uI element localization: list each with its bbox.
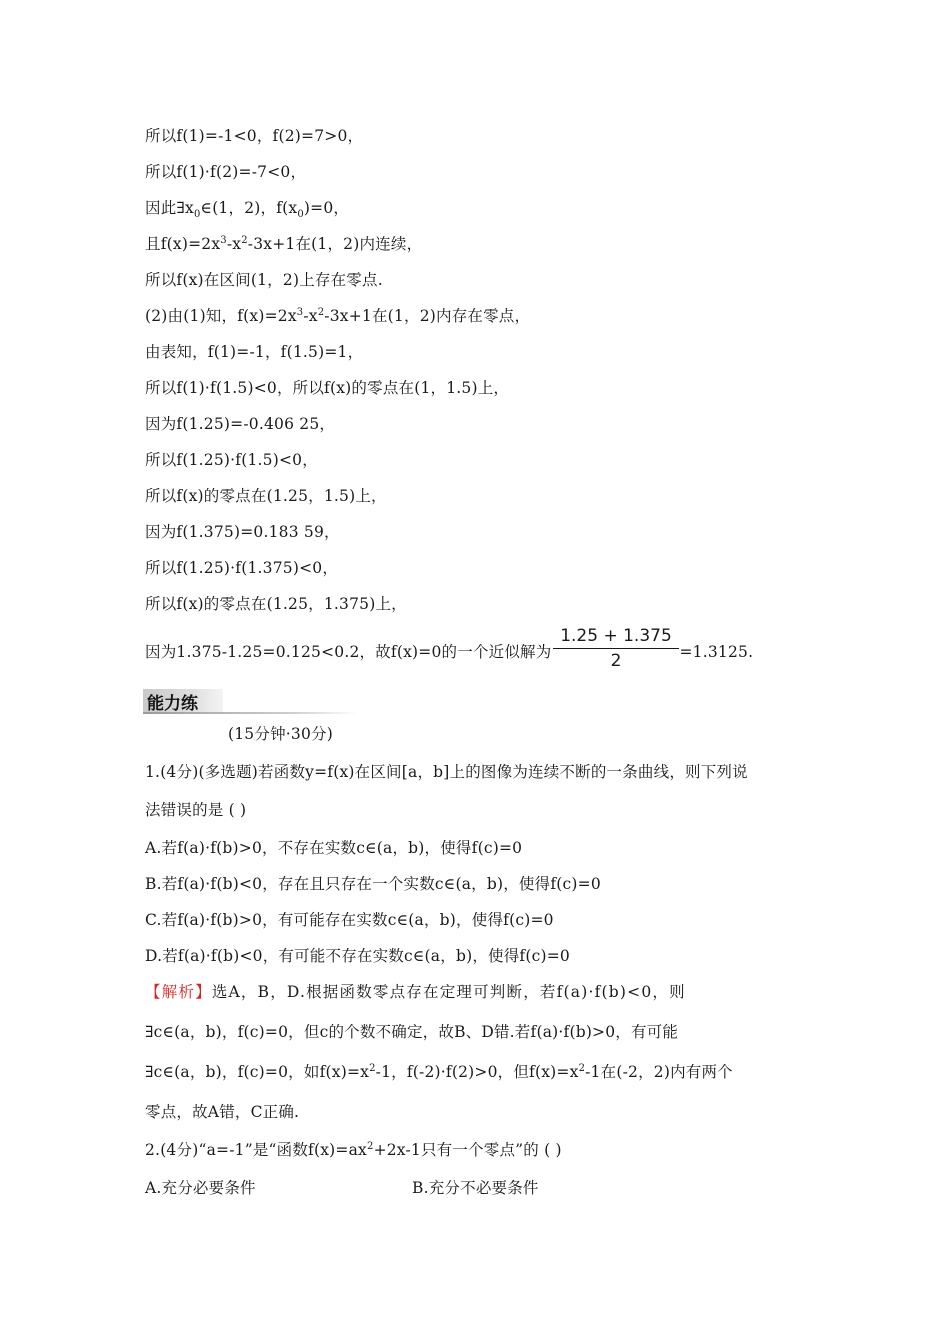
text-line: 由表知，f(1)=-1，f(1.5)=1， [145, 343, 364, 361]
text-line: 所以f(1.25)·f(1.375)<0， [145, 559, 339, 577]
analysis-tag: 【解析】 [145, 983, 212, 1001]
analysis-line: 零点，故A错，C正确. [145, 1103, 300, 1121]
option-a: A.若f(a)·f(b)>0，不存在实数c∈(a，b)，使得f(c)=0 [145, 839, 523, 857]
analysis-line: ∃c∈(a，b)，f(c)=0，如$f(x)=x^2-1$，f(-2)·f(2)>0，但$f(x)=x^2-1$在(-2，2)内有两个 [145, 1062, 733, 1081]
text-line: 且$f(x)=2x^3-x^2-3x+1$在(1，2)内连续， [145, 234, 423, 253]
fraction-numerator: 1.25 + 1.375 [553, 626, 679, 649]
question-1-stem-cont: 法错误的是 ( ) [145, 801, 247, 819]
question-1-stem: 1.(4分)(多选题)若函数y=f(x)在区间[a，b]上的图像为连续不断的一条曲线，则下列说 [145, 763, 748, 781]
option-b: B.充分不必要条件 [412, 1179, 539, 1197]
fraction-denominator: 2 [610, 651, 622, 671]
option-d: D.若f(a)·f(b)<0，有可能不存在实数c∈(a，b)，使得f(c)=0 [145, 947, 570, 965]
analysis-line: ∃c∈(a，b)，f(c)=0，但c的个数不确定，故B、D错.若f(a)·f(b)>0，有可能 [145, 1023, 679, 1041]
text-line: 所以f(1)·f(2)=-7<0， [145, 163, 307, 181]
section-header [143, 685, 358, 713]
text-line: 所以f(x)在区间(1，2)上存在零点. [145, 271, 383, 289]
section-time: (15分钟·30分) [228, 725, 333, 743]
text-line: 所以f(x)的零点在(1.25，1.5)上， [145, 487, 387, 505]
text-line: 所以f(1)·f(1.5)<0，所以f(x)的零点在(1，1.5)上， [145, 379, 510, 397]
section-title: 能力练 [147, 694, 198, 714]
analysis-line: 【解析】选A，B，D.根据函数零点存在定理可判断，若f(a)·f(b)<0，则 [145, 983, 686, 1001]
text-line: 因此$\exists x_0\in(1$，2)，$f(x_0)=0$， [145, 199, 350, 221]
option-a: A.充分必要条件 [145, 1179, 256, 1197]
text-line: 因为f(1.25)=-0.406 25， [145, 415, 336, 433]
option-b: B.若f(a)·f(b)<0，存在且只存在一个实数c∈(a，b)，使得f(c)=0 [145, 875, 601, 893]
text-line: 所以f(x)的零点在(1.25，1.375)上， [145, 595, 407, 613]
question-2-stem: 2.(4分)“a=-1”是“函数$f(x)=ax^2+2x-1$只有一个零点”的 ( ) [145, 1140, 562, 1159]
fraction [553, 626, 679, 671]
text-line: 所以f(1)=-1<0，f(2)=7>0， [145, 127, 364, 145]
text-line: 所以f(1.25)·f(1.5)<0， [145, 451, 318, 469]
option-c: C.若f(a)·f(b)>0，有可能存在实数c∈(a，b)，使得f(c)=0 [145, 911, 554, 929]
approx-solution-line: 因为1.375-1.25=0.125<0.2，故f(x)=0的一个近似解为 =1.3125. [145, 643, 754, 661]
text-line: 因为f(1.375)=0.183 59， [145, 523, 340, 541]
text-line: (2)由(1)知，$f(x)=2x^3-x^2-3x+1$在(1，2)内存在零点， [145, 306, 531, 325]
